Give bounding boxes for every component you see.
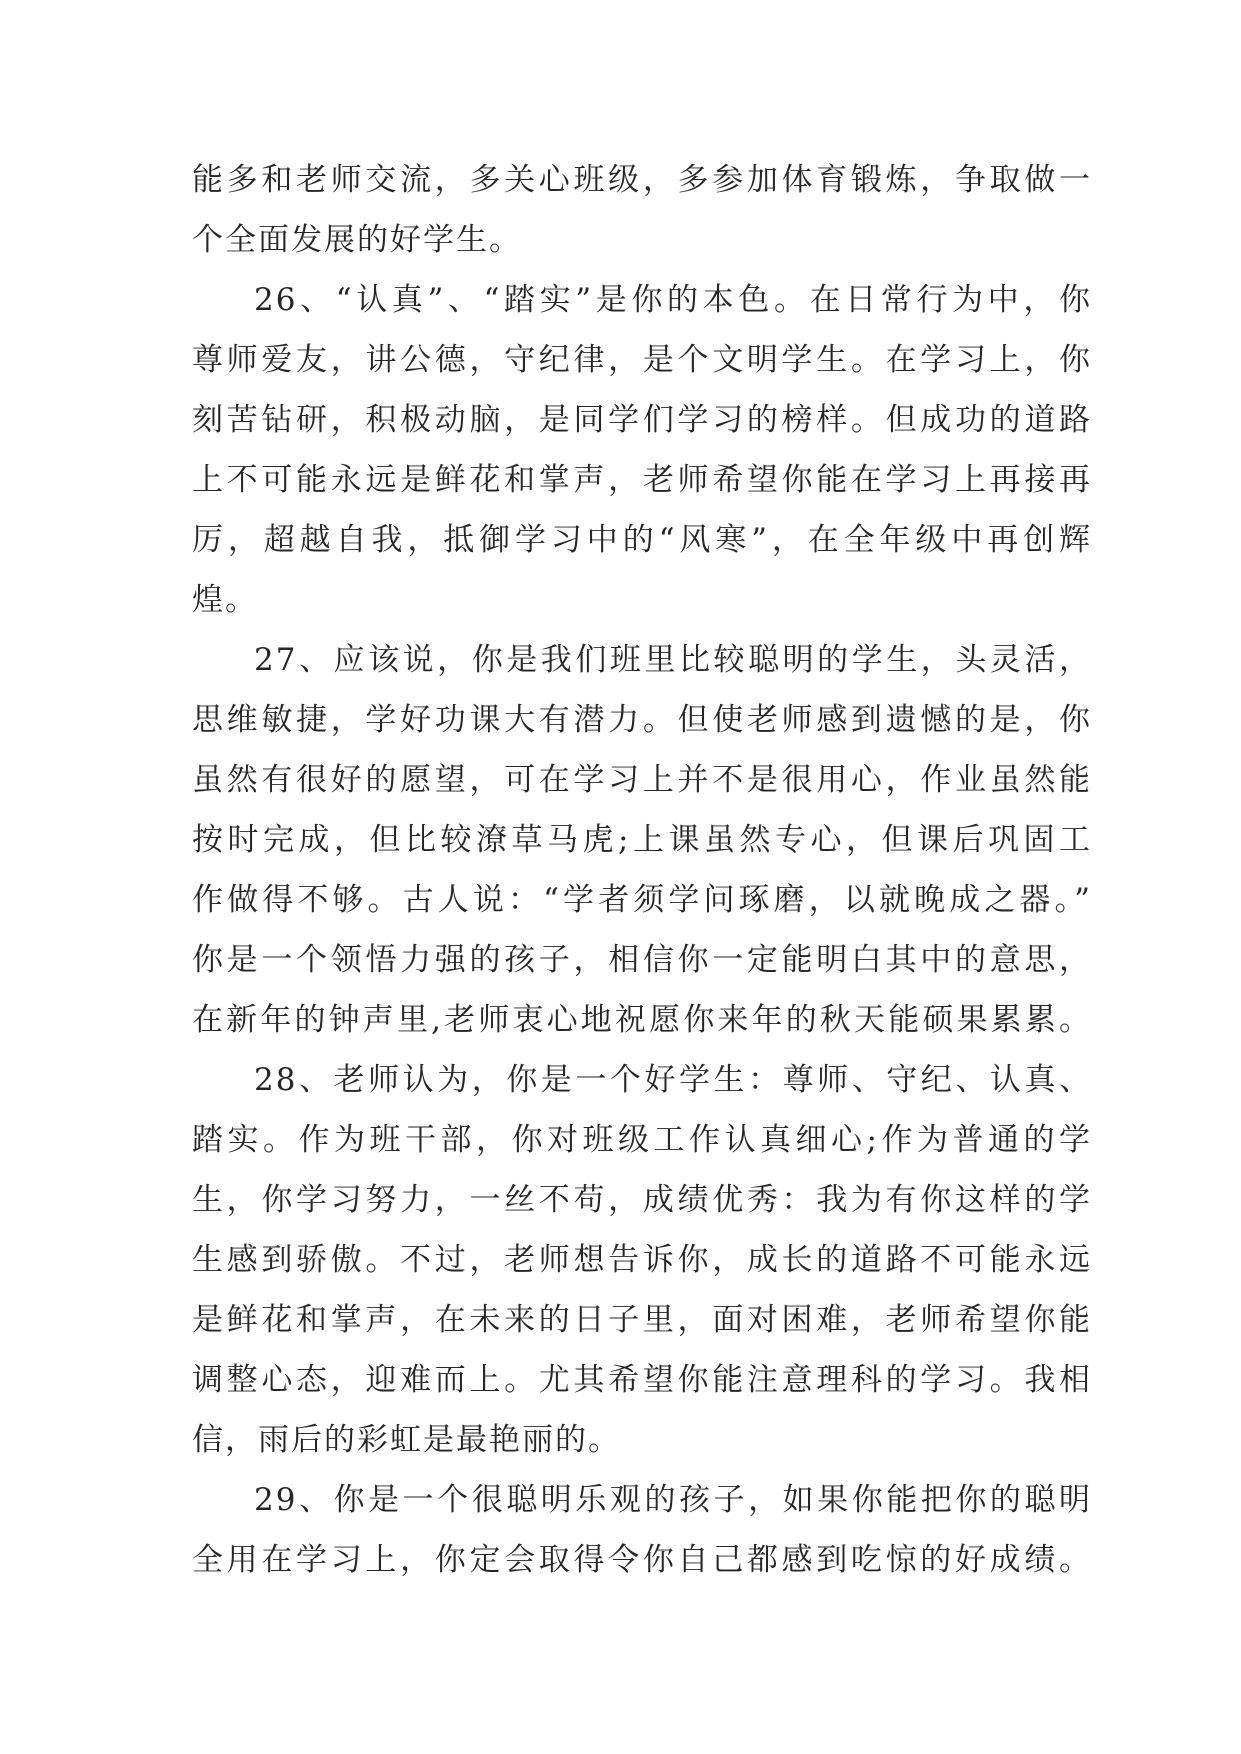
text-line: 在新年的钟声里,老师衷心地祝愿你来年的秋天能硕果累累。 bbox=[192, 1002, 1092, 1038]
paragraph-28 bbox=[192, 1050, 1092, 1470]
text-line: 你是一个领悟力强的孩子，相信你一定能明白其中的意思， bbox=[192, 942, 1092, 978]
text-line: 信，雨后的彩虹是最艳丽的。 bbox=[192, 1422, 621, 1458]
paragraph-27 bbox=[192, 630, 1092, 1050]
text-line: 28、老师认为，你是一个好学生：尊师、守纪、认真、 bbox=[254, 1062, 1092, 1098]
text-line: 按时完成，但比较潦草马虎;上课虽然专心，但课后巩固工 bbox=[192, 822, 1092, 858]
document-body bbox=[192, 150, 1092, 1590]
text-line: 调整心态，迎难而上。尤其希望你能注意理科的学习。我相 bbox=[192, 1362, 1092, 1398]
text-line: 踏实。作为班干部，你对班级工作认真细心;作为普通的学 bbox=[192, 1122, 1092, 1158]
text-line: 生，你学习努力，一丝不苟，成绩优秀：我为有你这样的学 bbox=[192, 1182, 1092, 1218]
text-line: 全用在学习上，你定会取得令你自己都感到吃惊的好成绩。 bbox=[192, 1542, 1092, 1578]
text-line: 26、“认真”、“踏实”是你的本色。在日常行为中，你 bbox=[254, 282, 1092, 318]
text-line: 29、你是一个很聪明乐观的孩子，如果你能把你的聪明 bbox=[254, 1482, 1092, 1518]
text-line: 思维敏捷，学好功课大有潜力。但使老师感到遗憾的是，你 bbox=[192, 702, 1092, 738]
text-line: 27、应该说，你是我们班里比较聪明的学生，头灵活， bbox=[254, 642, 1092, 678]
text-line: 虽然有很好的愿望，可在学习上并不是很用心，作业虽然能 bbox=[192, 762, 1092, 798]
text-line: 刻苦钻研，积极动脑，是同学们学习的榜样。但成功的道路 bbox=[192, 402, 1092, 438]
text-line: 厉，超越自我，抵御学习中的“风寒”，在全年级中再创辉 bbox=[192, 522, 1092, 558]
text-line: 尊师爱友，讲公德，守纪律，是个文明学生。在学习上，你 bbox=[192, 342, 1092, 378]
paragraph-29 bbox=[192, 1470, 1092, 1590]
text-line: 煌。 bbox=[192, 582, 258, 618]
paragraph-intro bbox=[192, 150, 1092, 270]
text-line: 生感到骄傲。不过，老师想告诉你，成长的道路不可能永远 bbox=[192, 1242, 1092, 1278]
text-line: 是鲜花和掌声，在未来的日子里，面对困难，老师希望你能 bbox=[192, 1302, 1092, 1338]
paragraph-26 bbox=[192, 270, 1092, 630]
text-line: 能多和老师交流，多关心班级，多参加体育锻炼，争取做一 bbox=[192, 162, 1092, 198]
text-line: 个全面发展的好学生。 bbox=[192, 222, 522, 258]
text-line: 作做得不够。古人说：“学者须学问琢磨，以就晚成之器。” bbox=[192, 882, 1092, 918]
text-line: 上不可能永远是鲜花和掌声，老师希望你能在学习上再接再 bbox=[192, 462, 1092, 498]
